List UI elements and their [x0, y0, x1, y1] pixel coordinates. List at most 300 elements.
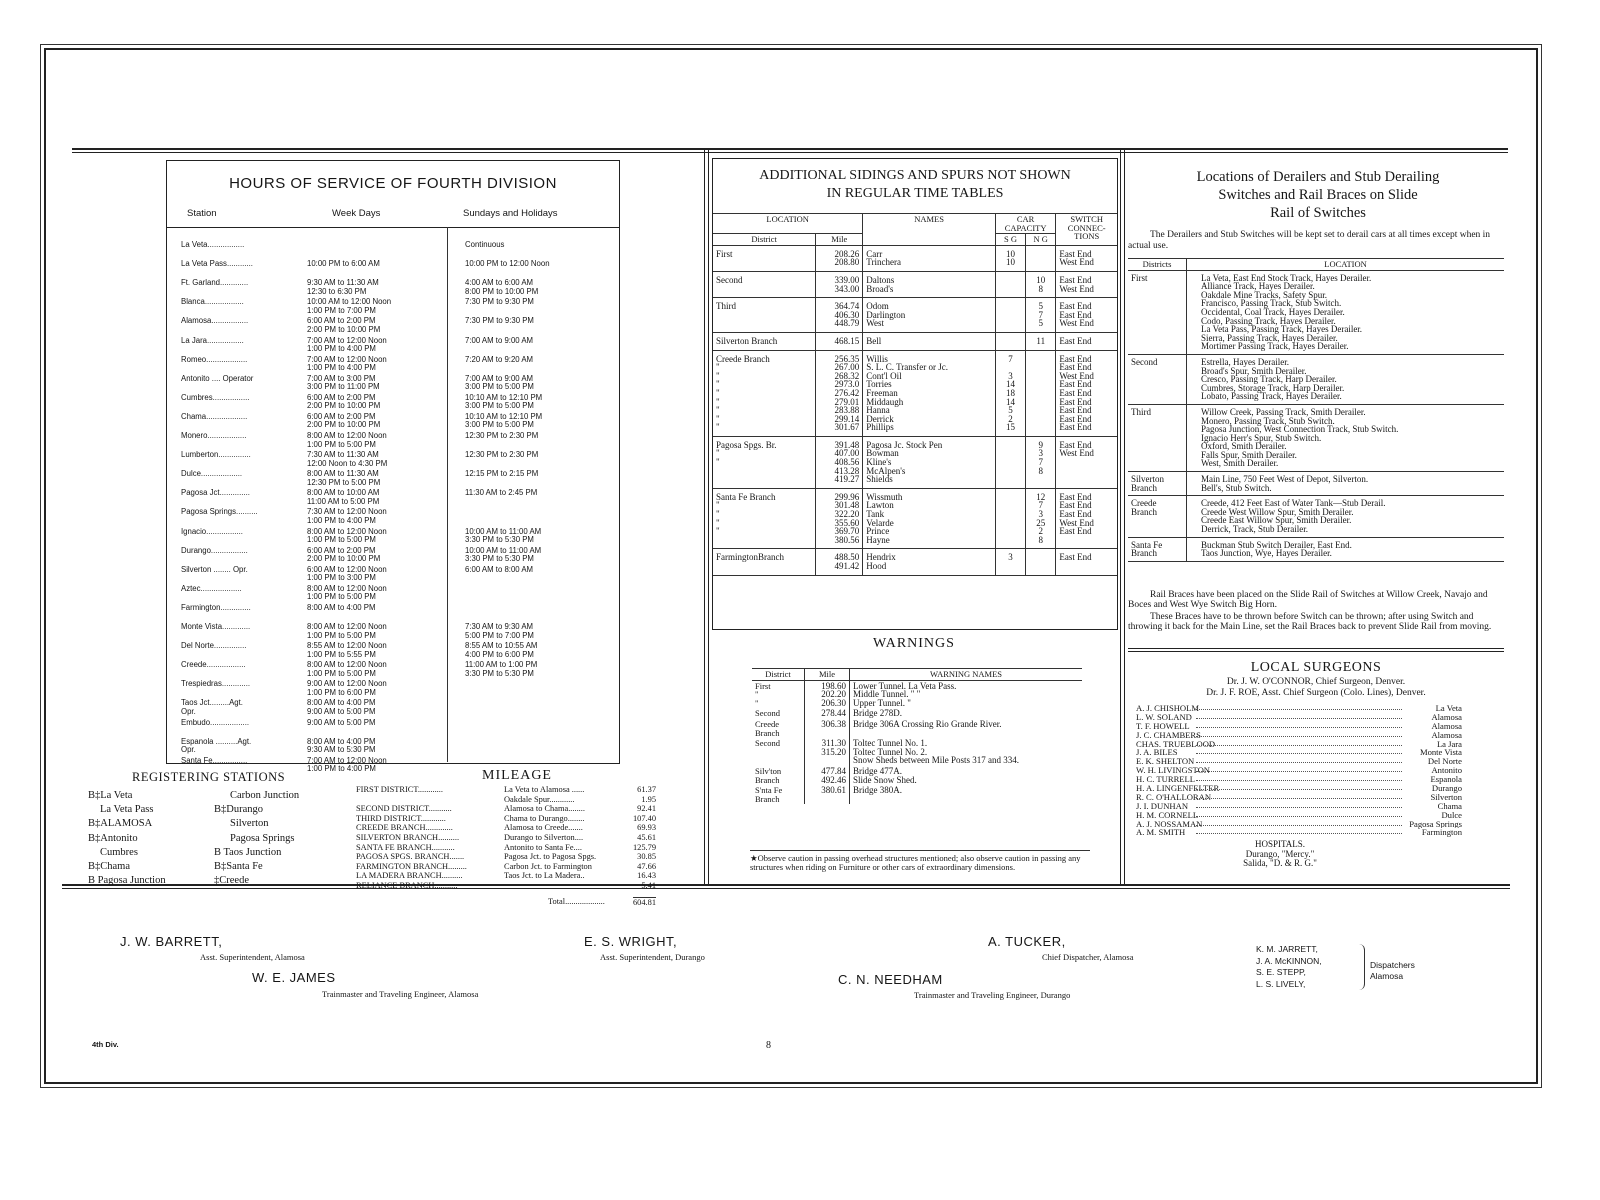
- registering-station: B Taos Junction: [214, 846, 282, 858]
- sidings-district: Silverton Branch: [716, 335, 778, 346]
- sidings-sg: [995, 436, 1025, 488]
- hours-row: [175, 241, 615, 259]
- hours-week: 9:00 AM to 12:00 Noon 1:00 PM to 6:00 PM: [307, 679, 387, 697]
- mileage-row: [356, 795, 656, 805]
- sidings-header-district: District: [751, 234, 777, 245]
- hours-week: 7:30 AM to 11:30 AM 12:00 Noon to 4:30 PM: [307, 450, 388, 468]
- hours-sunday: 11:00 AM to 1:00 PM 3:30 PM to 5:30 PM: [465, 660, 538, 678]
- derailers-district: Second: [1131, 356, 1158, 367]
- hours-station: Durango.................: [181, 546, 248, 555]
- hours-station: Silverton ........ Opr.: [181, 565, 248, 574]
- mileage-row: [356, 871, 656, 881]
- surgeons-rule-2: [1128, 651, 1504, 652]
- registering-station: Pagosa Springs: [230, 832, 295, 844]
- hours-row: [175, 623, 615, 641]
- mileage-table: [356, 785, 656, 909]
- mileage-name: FARMINGTON BRANCH.........: [356, 861, 467, 871]
- derailers-row: [1128, 404, 1504, 471]
- sidings-mile: 488.50 491.42: [816, 549, 863, 575]
- derailers-row: [1128, 472, 1504, 496]
- dispatchers-label: [1370, 960, 1415, 981]
- official-tucker-name: A. TUCKER,: [988, 934, 1066, 949]
- warnings-note: ★Observe caution in passing overhead structures mentioned; also observe caution in passing any structures when riding on Furniture or other cars of extraordinary dimensions.: [750, 850, 1090, 872]
- sidings-mile: 391.48 407.00 408.56 413.28 419.27: [816, 436, 863, 488]
- surgeon-name: R. C. O'HALLORAN: [1136, 791, 1212, 802]
- derailers-title: [1130, 168, 1506, 222]
- hours-week: 6:00 AM to 2:00 PM 2:00 PM to 10:00 PM: [307, 316, 381, 334]
- surgeon-name: A. J. NOSSAMAN: [1136, 818, 1203, 829]
- warnings-names: Bridge 380A.: [850, 785, 1083, 804]
- sidings-district: Second: [716, 274, 743, 285]
- hours-header-sunday: Sundays and Holidays: [463, 208, 558, 219]
- hours-sunday: Continuous: [465, 240, 505, 249]
- registering-station: Silverton: [230, 818, 269, 830]
- warnings-title: WARNINGS: [873, 636, 955, 651]
- mileage-desc: Durango to Silverton....: [504, 832, 584, 842]
- derailers-location: Willow Creek, Passing Track, Smith Derailer. Monero, Passing Track, Stub Switch. Pagosa Junction, West Connection Track, Stub Switch. Ignacio Herr's Spur, Stub Switch. Oxford, Smith Derailer. Falls Spur, Smith Derailer. West, Smith Derailer.: [1187, 404, 1505, 471]
- hours-station: Taos Jct.........Agt. Opr.: [181, 699, 243, 716]
- warnings-row: [752, 719, 1082, 738]
- warnings-district: Creede Branch: [755, 718, 780, 738]
- column-rule-2: [1120, 150, 1121, 885]
- registering-station: B‡ALAMOSA: [88, 818, 153, 830]
- hours-row: [175, 566, 615, 584]
- official-barrett-title: Asst. Superintendent, Alamosa: [200, 952, 305, 962]
- surgeon-dots: [1196, 780, 1402, 781]
- mileage-desc: Pagosa Jct. to Pagosa Spgs.: [504, 852, 597, 862]
- sidings-mile: 208.26 208.80: [816, 245, 863, 271]
- sidings-mile: 364.74 406.30 448.79: [816, 298, 863, 333]
- hours-row: [175, 604, 615, 622]
- sidings-district: Santa Fe Branch " " " ": [716, 491, 776, 537]
- official-barrett-name: J. W. BARRETT,: [120, 934, 223, 949]
- hours-row: [175, 317, 615, 335]
- sidings-header-car: CAR CAPACITY: [995, 214, 1056, 234]
- surgeon-dots: [1196, 816, 1402, 817]
- hours-week: 9:00 AM to 5:00 PM: [307, 717, 376, 727]
- derailers-header-district: Districts: [1142, 259, 1172, 269]
- sidings-names: Daltons Broad's: [863, 271, 996, 297]
- hours-station: Alamosa.................: [181, 317, 249, 326]
- sidings-row: [713, 549, 1117, 575]
- surgeon-name: J. C. CHAMBERS: [1136, 729, 1201, 740]
- sidings-names: Bell: [863, 332, 996, 350]
- hours-sunday: 7:00 AM to 9:00 AM: [465, 335, 534, 345]
- warnings-names: Lower Tunnel. La Veta Pass. Middle Tunnel. " " Upper Tunnel. ": [850, 680, 1083, 708]
- hours-station: La Jara.................: [181, 336, 244, 345]
- mileage-row: [356, 823, 656, 833]
- sidings-district: Third: [716, 301, 736, 312]
- sidings-switch: East End West End: [1056, 436, 1117, 488]
- hours-row: [175, 489, 615, 507]
- sidings-switch: East End: [1056, 549, 1117, 575]
- derailers-location: Estrella, Hayes Derailer. Broad's Spur, Smith Derailer. Cresco, Passing Track, Harp Derailer. Cumbres, Storage Track, Harp Derailer. Lobato, Passing Track, Hayes Derailer.: [1187, 354, 1505, 404]
- hours-week: 8:00 AM to 4:00 PM 9:00 AM to 5:00 PM: [307, 698, 376, 716]
- hours-station: Pagosa Springs..........: [181, 508, 258, 517]
- sidings-names: Willis S. L. C. Transfer or Jc. Cont'l Oil Torries Freeman Middaugh Hanna Derrick Phillips: [863, 350, 996, 436]
- sidings-switch: East End West End: [1056, 245, 1117, 271]
- surgeons-rule: [1128, 648, 1504, 649]
- dispatcher-name: K. M. JARRETT,: [1256, 944, 1318, 954]
- warnings-row: [752, 708, 1082, 719]
- official-wright-title: Asst. Superintendent, Durango: [600, 952, 705, 962]
- warnings-district: Silv'ton Branch: [755, 765, 782, 785]
- hours-sunday: 12:30 PM to 2:30 PM: [465, 450, 539, 460]
- mileage-desc: Taos Jct. to La Madera..: [504, 871, 585, 881]
- surgeon-dots: [1196, 762, 1402, 763]
- derailers-district: First: [1131, 272, 1148, 283]
- derailers-row: [1128, 496, 1504, 537]
- sidings-title-line-1: ADDITIONAL SIDINGS AND SPURS NOT SHOWN: [759, 168, 1071, 183]
- hours-week: 8:00 AM to 12:00 Noon 1:00 PM to 5:00 PM: [307, 622, 387, 640]
- surgeon-dots: [1196, 825, 1402, 826]
- hours-row: [175, 375, 615, 393]
- mileage-miles: 107.40: [632, 813, 656, 823]
- hours-station: Monero..................: [181, 432, 247, 440]
- top-rule-thin: [72, 152, 1508, 153]
- dispatchers-label-2: Alamosa: [1370, 970, 1404, 981]
- hours-station: Blanca..................: [181, 298, 244, 307]
- derailers-location: La Veta, East End Stock Track, Hayes Derailer. Alliance Track, Hayes Derailer. Oakdale Mine Tracks, Safety Spur. Francisco, Passing Track, Stub Switch. Occidental, Coal Track, Hayes Derailer. Codo, Passing Track, Hayes Derailer. La Veta Pass, Passing Track, Hayes Derailer. Sierra, Passing Track, Hayes Derailer. Mortimer Passing Track, Hayes Derailer.: [1187, 270, 1505, 354]
- official-needham-name: C. N. NEEDHAM: [838, 972, 943, 987]
- warnings-names: Bridge 306A Crossing Rio Grande River.: [850, 719, 1083, 738]
- registering-station: Carbon Junction: [230, 790, 300, 801]
- warnings-header-mile: Mile: [805, 669, 850, 681]
- surgeon-name: H. C. TURRELL: [1136, 774, 1196, 785]
- hours-row: [175, 528, 615, 546]
- surgeon-name: J. I. DUNHAN: [1136, 800, 1189, 811]
- mileage-name: SECOND DISTRICT...........: [356, 804, 452, 814]
- mileage-name: THIRD DISTRICT............: [356, 813, 446, 823]
- mileage-row: [356, 843, 656, 853]
- sidings-row: [713, 271, 1117, 297]
- mileage-row: [356, 881, 656, 891]
- warnings-header-district: District: [765, 669, 791, 679]
- sidings-title: [713, 167, 1117, 203]
- sidings-ng: 11: [1026, 332, 1056, 350]
- registering-station: B‡La Veta: [88, 790, 133, 801]
- sidings-ng: 5 7 5: [1026, 298, 1056, 333]
- hours-station: Trespiedras.............: [181, 680, 251, 689]
- warnings-row: [752, 738, 1082, 766]
- sidings-ng: [1026, 549, 1056, 575]
- mileage-desc: Alamosa to Chama........: [504, 804, 585, 814]
- surgeon-place: Durango: [1431, 783, 1462, 794]
- hours-station: Pagosa Jct..............: [181, 489, 250, 498]
- surgeon-dots: [1196, 789, 1402, 790]
- sidings-switch: East End: [1056, 332, 1117, 350]
- hours-station: La Veta Pass............: [181, 260, 253, 269]
- sidings-sg: 10 10: [995, 245, 1025, 271]
- mileage-name: LA MADERA BRANCH..........: [356, 871, 463, 881]
- hours-week: 8:00 AM to 12:00 Noon 1:00 PM to 5:00 PM: [307, 431, 387, 449]
- dispatchers-label-1: Dispatchers: [1370, 960, 1415, 970]
- mileage-row: [356, 833, 656, 843]
- derailers-row: [1128, 270, 1504, 354]
- official-needham-title: Trainmaster and Traveling Engineer, Durango: [914, 990, 1071, 1000]
- mileage-desc: Alamosa to Creede.......: [504, 823, 583, 833]
- surgeon-dots: [1196, 753, 1402, 754]
- mileage-name: SANTA FE BRANCH...........: [356, 842, 455, 852]
- hours-station: Ignacio.................: [181, 527, 243, 536]
- registering-left-column: [88, 789, 166, 888]
- warnings-mile: 311.30 315.20: [805, 738, 850, 766]
- surgeon-place: La Jara: [1436, 738, 1462, 749]
- derailers-intro: The Derailers and Stub Switches will be kept set to derail cars at all times except when in actual use.: [1128, 230, 1491, 251]
- sidings-ng: 12 7 3 25 2 8: [1026, 488, 1056, 549]
- sidings-sg: [995, 298, 1025, 333]
- hours-row: [175, 719, 615, 737]
- surgeon-place: Alamosa: [1431, 729, 1462, 740]
- mileage-name: SILVERTON BRANCH..........: [356, 832, 460, 842]
- mileage-miles: 92.41: [637, 804, 656, 814]
- mileage-row: [356, 785, 656, 795]
- hours-sunday: 7:30 PM to 9:30 PM: [465, 316, 534, 326]
- rail-braces-note-2: These Braces have to be thrown before Switch can be thrown; after using Switch and throwing it back for the Main Line, set the Rail Braces back to prevent Slide Rail from moving.: [1128, 612, 1492, 632]
- sidings-title-line-2: IN REGULAR TIME TABLES: [826, 186, 1004, 201]
- registering-station: La Veta Pass: [100, 804, 154, 816]
- derailers-title-line-2: Switches and Rail Braces on Slide: [1218, 187, 1418, 203]
- surgeon-row: [1136, 828, 1462, 837]
- hours-sunday: 12:30 PM to 2:30 PM: [465, 431, 539, 440]
- sidings-header-location: LOCATION: [766, 214, 809, 224]
- hours-week: 7:00 AM to 12:00 Noon 1:00 PM to 4:00 PM: [307, 755, 387, 774]
- hours-row: [175, 680, 615, 698]
- hours-week: 7:00 AM to 12:00 Noon 1:00 PM to 4:00 PM: [307, 335, 387, 354]
- mileage-row: [356, 862, 656, 872]
- hours-station: Aztec...................: [181, 584, 242, 593]
- official-tucker-title: Chief Dispatcher, Alamosa: [1042, 952, 1134, 962]
- surgeon-place: Alamosa: [1431, 711, 1462, 722]
- mileage-row: [356, 804, 656, 814]
- sidings-row: [713, 332, 1117, 350]
- sidings-ng: [1026, 245, 1056, 271]
- warnings-row: [752, 680, 1082, 708]
- hours-row: [175, 508, 615, 526]
- top-rule: [72, 148, 1508, 150]
- hours-week: 8:00 AM to 4:00 PM 9:30 AM to 5:30 PM: [307, 736, 376, 755]
- derailers-row: [1128, 354, 1504, 404]
- surgeon-place: Chama: [1437, 800, 1462, 811]
- hours-sunday: 7:30 AM to 9:30 AM 5:00 PM to 7:00 PM: [465, 622, 534, 640]
- surgeon-dots: [1196, 807, 1402, 808]
- registering-station: Cumbres: [100, 846, 138, 858]
- hours-row: [175, 547, 615, 565]
- hours-row: [175, 699, 615, 717]
- warnings-district: Second: [755, 708, 781, 719]
- hours-sunday: 8:55 AM to 10:55 AM 4:00 PM to 6:00 PM: [465, 641, 538, 659]
- sidings-district: FarmingtonBranch: [716, 552, 784, 563]
- rail-braces-note-1: Rail Braces have been placed on the Slide Rail of Switches at Willow Creek, Navajo and Boces and West Wye Switch Big Horn.: [1128, 590, 1488, 610]
- hours-week: 8:00 AM to 11:30 AM 12:30 PM to 5:00 PM: [307, 469, 381, 487]
- hours-header-station: Station: [187, 208, 217, 219]
- hours-week: 8:00 AM to 10:00 AM 11:00 AM to 5:00 PM: [307, 488, 380, 506]
- hours-station: Ft. Garland.............: [181, 279, 249, 288]
- registering-station: ‡Creede: [214, 875, 249, 887]
- hospitals-title: HOSPITALS.: [1254, 839, 1306, 849]
- derailers-location: Main Line, 750 Feet West of Depot, Silverton. Bell's, Stub Switch.: [1187, 472, 1505, 496]
- hours-row: [175, 585, 615, 603]
- sidings-sg: [995, 332, 1025, 350]
- sidings-names: Hendrix Hood: [863, 549, 996, 575]
- mileage-miles: 5.41: [641, 880, 656, 890]
- hours-sunday: 10:00 AM to 11:00 AM 3:30 PM to 5:30 PM: [465, 545, 542, 564]
- sidings-sg: 7 3 14 18 14 5 2 15: [995, 350, 1025, 436]
- warnings-mile: 278.44: [805, 708, 850, 719]
- hours-station: Cumbres.................: [181, 393, 250, 402]
- derailers-district: Creede Branch: [1131, 498, 1157, 517]
- hours-sunday: 7:30 PM to 9:30 PM: [465, 297, 534, 307]
- sidings-mile: 339.00 343.00: [816, 271, 863, 297]
- column-rule-1b: [708, 150, 709, 885]
- hours-row: [175, 451, 615, 469]
- surgeon-dots: [1196, 709, 1402, 710]
- sidings-row: [713, 488, 1117, 549]
- hours-week: 8:00 AM to 12:00 Noon 1:00 PM to 5:00 PM: [307, 583, 387, 602]
- warnings-row: [752, 766, 1082, 785]
- mileage-row: [356, 814, 656, 824]
- hours-station: Chama...................: [181, 412, 248, 421]
- warnings-district: First " ": [755, 680, 771, 708]
- sidings-table: [713, 213, 1117, 576]
- hours-sunday: 10:00 AM to 11:00 AM 3:30 PM to 5:30 PM: [465, 526, 542, 545]
- derailers-title-line-3: Rail of Switches: [1270, 205, 1366, 221]
- hours-station: Lumberton...............: [181, 451, 251, 460]
- sidings-header-names: NAMES: [863, 214, 996, 246]
- derailers-row: [1128, 537, 1504, 561]
- mileage-desc: Carbon Jct. to Farmington: [504, 861, 592, 871]
- derailers-title-line-1: Locations of Derailers and Stub Derailing: [1196, 169, 1440, 185]
- dispatchers-brace: [1358, 944, 1365, 990]
- mileage-desc: La Veta to Alamosa ......: [504, 785, 585, 794]
- hours-station: Romeo...................: [181, 355, 248, 364]
- hours-sunday: 4:00 AM to 6:00 AM 8:00 PM to 10:00 PM: [465, 278, 539, 296]
- sidings-sg: [995, 488, 1025, 549]
- sidings-ng: [1026, 350, 1056, 436]
- sidings-switch: East End West End: [1056, 271, 1117, 297]
- derailers-district: Santa Fe Branch: [1131, 539, 1163, 559]
- sidings-switch: East End East End West End: [1056, 298, 1117, 333]
- official-james-name: W. E. JAMES: [252, 970, 336, 985]
- sidings-sg: [995, 271, 1025, 297]
- hours-week: 6:00 AM to 2:00 PM 2:00 PM to 10:00 PM: [307, 411, 381, 430]
- derailers-table: [1128, 258, 1504, 562]
- warnings-names: Bridge 278D.: [850, 708, 1083, 719]
- hours-week: 10:00 AM to 12:00 Noon 1:00 PM to 7:00 PM: [307, 297, 392, 315]
- hours-row: [175, 642, 615, 660]
- surgeon-name: H. M. CORNELL: [1136, 809, 1199, 820]
- asst-chief-surgeon: Dr. J. F. ROE, Asst. Chief Surgeon (Colo. Lines), Denver.: [1206, 688, 1426, 698]
- surgeon-place: Alamosa: [1431, 720, 1462, 731]
- sidings-sg: 3: [995, 549, 1025, 575]
- mileage-total-row: [356, 897, 656, 909]
- hours-week: 7:30 AM to 12:00 Noon 1:00 PM to 4:00 PM: [307, 507, 387, 525]
- sidings-district: First: [716, 248, 733, 259]
- sidings-header-ng: N G: [1026, 234, 1056, 246]
- surgeon-name: A. M. SMITH: [1136, 827, 1186, 838]
- registering-title: REGISTERING STATIONS: [132, 770, 286, 784]
- hours-station: Creede..................: [181, 661, 246, 670]
- hours-station: Dulce...................: [181, 470, 243, 479]
- hours-row: [175, 356, 615, 374]
- surgeon-place: Monte Vista: [1419, 747, 1462, 758]
- mileage-name: CREEDE BRANCH.............: [356, 823, 453, 833]
- derailers-location: Buckman Stub Switch Derailer, East End. Taos Junction, Wye, Hayes Derailer.: [1187, 537, 1505, 561]
- mileage-miles: 16.43: [637, 871, 656, 881]
- hospital-durango: Durango, "Mercy.": [1245, 848, 1315, 859]
- surgeons-title: LOCAL SURGEONS: [1250, 660, 1382, 675]
- registering-station: B‡Santa Fe: [214, 861, 263, 873]
- hours-week: 8:00 AM to 12:00 Noon 1:00 PM to 5:00 PM: [307, 526, 387, 545]
- surgeon-place: Espanola: [1430, 774, 1462, 785]
- registering-right-column: [214, 789, 299, 888]
- hours-row: [175, 661, 615, 679]
- hours-row: [175, 298, 615, 316]
- sidings-row: [713, 245, 1117, 271]
- surgeon-name: J. A. BILES: [1136, 747, 1178, 758]
- official-james-title: Trainmaster and Traveling Engineer, Alamosa: [322, 989, 479, 999]
- surgeon-place: Antonito: [1431, 765, 1462, 776]
- hours-week: 8:00 AM to 12:00 Noon 1:00 PM to 5:00 PM: [307, 660, 387, 678]
- hours-station: Santa Fe................: [181, 756, 248, 765]
- surgeon-place: Farmington: [1421, 827, 1462, 838]
- warnings-mile: 380.61: [805, 785, 850, 804]
- hours-row: [175, 337, 615, 355]
- sidings-switch: East End East End East End West End East End: [1056, 488, 1117, 549]
- registering-station: B‡Chama: [88, 861, 130, 873]
- dispatchers-list: [1256, 944, 1322, 990]
- registering-station: B Pagosa Junction: [88, 875, 166, 887]
- registering-station: B‡Antonito: [88, 832, 138, 844]
- surgeon-dots: [1196, 798, 1402, 799]
- sidings-header-sg: S G: [995, 234, 1025, 246]
- hours-sunday: 10:10 AM to 12:10 PM 3:00 PM to 5:00 PM: [465, 411, 543, 430]
- surgeon-dots: [1196, 736, 1402, 737]
- surgeon-dots: [1196, 833, 1402, 834]
- sidings-row: [713, 436, 1117, 488]
- hospital-salida: Salida, "D. & R. G.": [1243, 858, 1317, 868]
- sidings-mile: 468.15: [816, 332, 863, 350]
- warnings-mile: 306.38: [805, 719, 850, 738]
- derailers-location: Creede, 412 Feet East of Water Tank—Stub Derail. Creede West Willow Spur, Smith Derailer. Creede East Willow Spur, Smith Derailer. Derrick, Track, Stub Derailer.: [1187, 496, 1505, 537]
- mileage-row: [356, 852, 656, 862]
- surgeon-name: T. F. HOWELL: [1136, 720, 1190, 731]
- hours-sunday: 10:00 PM to 12:00 Noon: [465, 259, 550, 269]
- hours-week: 6:00 AM to 2:00 PM 2:00 PM to 10:00 PM: [307, 392, 381, 411]
- sidings-header-switch: SWITCH CONNEC-TIONS: [1056, 214, 1117, 246]
- hours-sunday: 11:30 AM to 2:45 PM: [465, 488, 538, 498]
- surgeons-list: [1136, 704, 1462, 837]
- sidings-district: Pagosa Spgs. Br. " ": [716, 439, 777, 468]
- hours-row: [175, 413, 615, 431]
- hours-row: [175, 738, 615, 756]
- hours-sunday: 7:20 AM to 9:20 AM: [465, 354, 534, 364]
- warnings-names: Bridge 477A. Slide Snow Shed.: [850, 766, 1083, 785]
- hours-station: Del Norte...............: [181, 642, 247, 651]
- chief-surgeon: Dr. J. W. O'CONNOR, Chief Surgeon, Denver.: [1226, 677, 1406, 687]
- derailers-district: Third: [1131, 406, 1151, 417]
- sidings-names: Carr Trinchera: [863, 245, 996, 271]
- hours-header-rule: [167, 227, 619, 228]
- hours-sunday: 10:10 AM to 12:10 PM 3:00 PM to 5:00 PM: [465, 392, 543, 411]
- surgeons-chief-block: [1128, 677, 1504, 699]
- surgeon-dots: [1196, 771, 1402, 772]
- sidings-ng: 10 8: [1026, 271, 1056, 297]
- mileage-miles: 30.85: [637, 852, 656, 862]
- hours-sunday: 12:15 PM to 2:15 PM: [465, 469, 539, 479]
- mileage-miles: 45.61: [637, 832, 656, 842]
- mileage-name: PAGOSA SPGS. BRANCH.......: [356, 852, 465, 862]
